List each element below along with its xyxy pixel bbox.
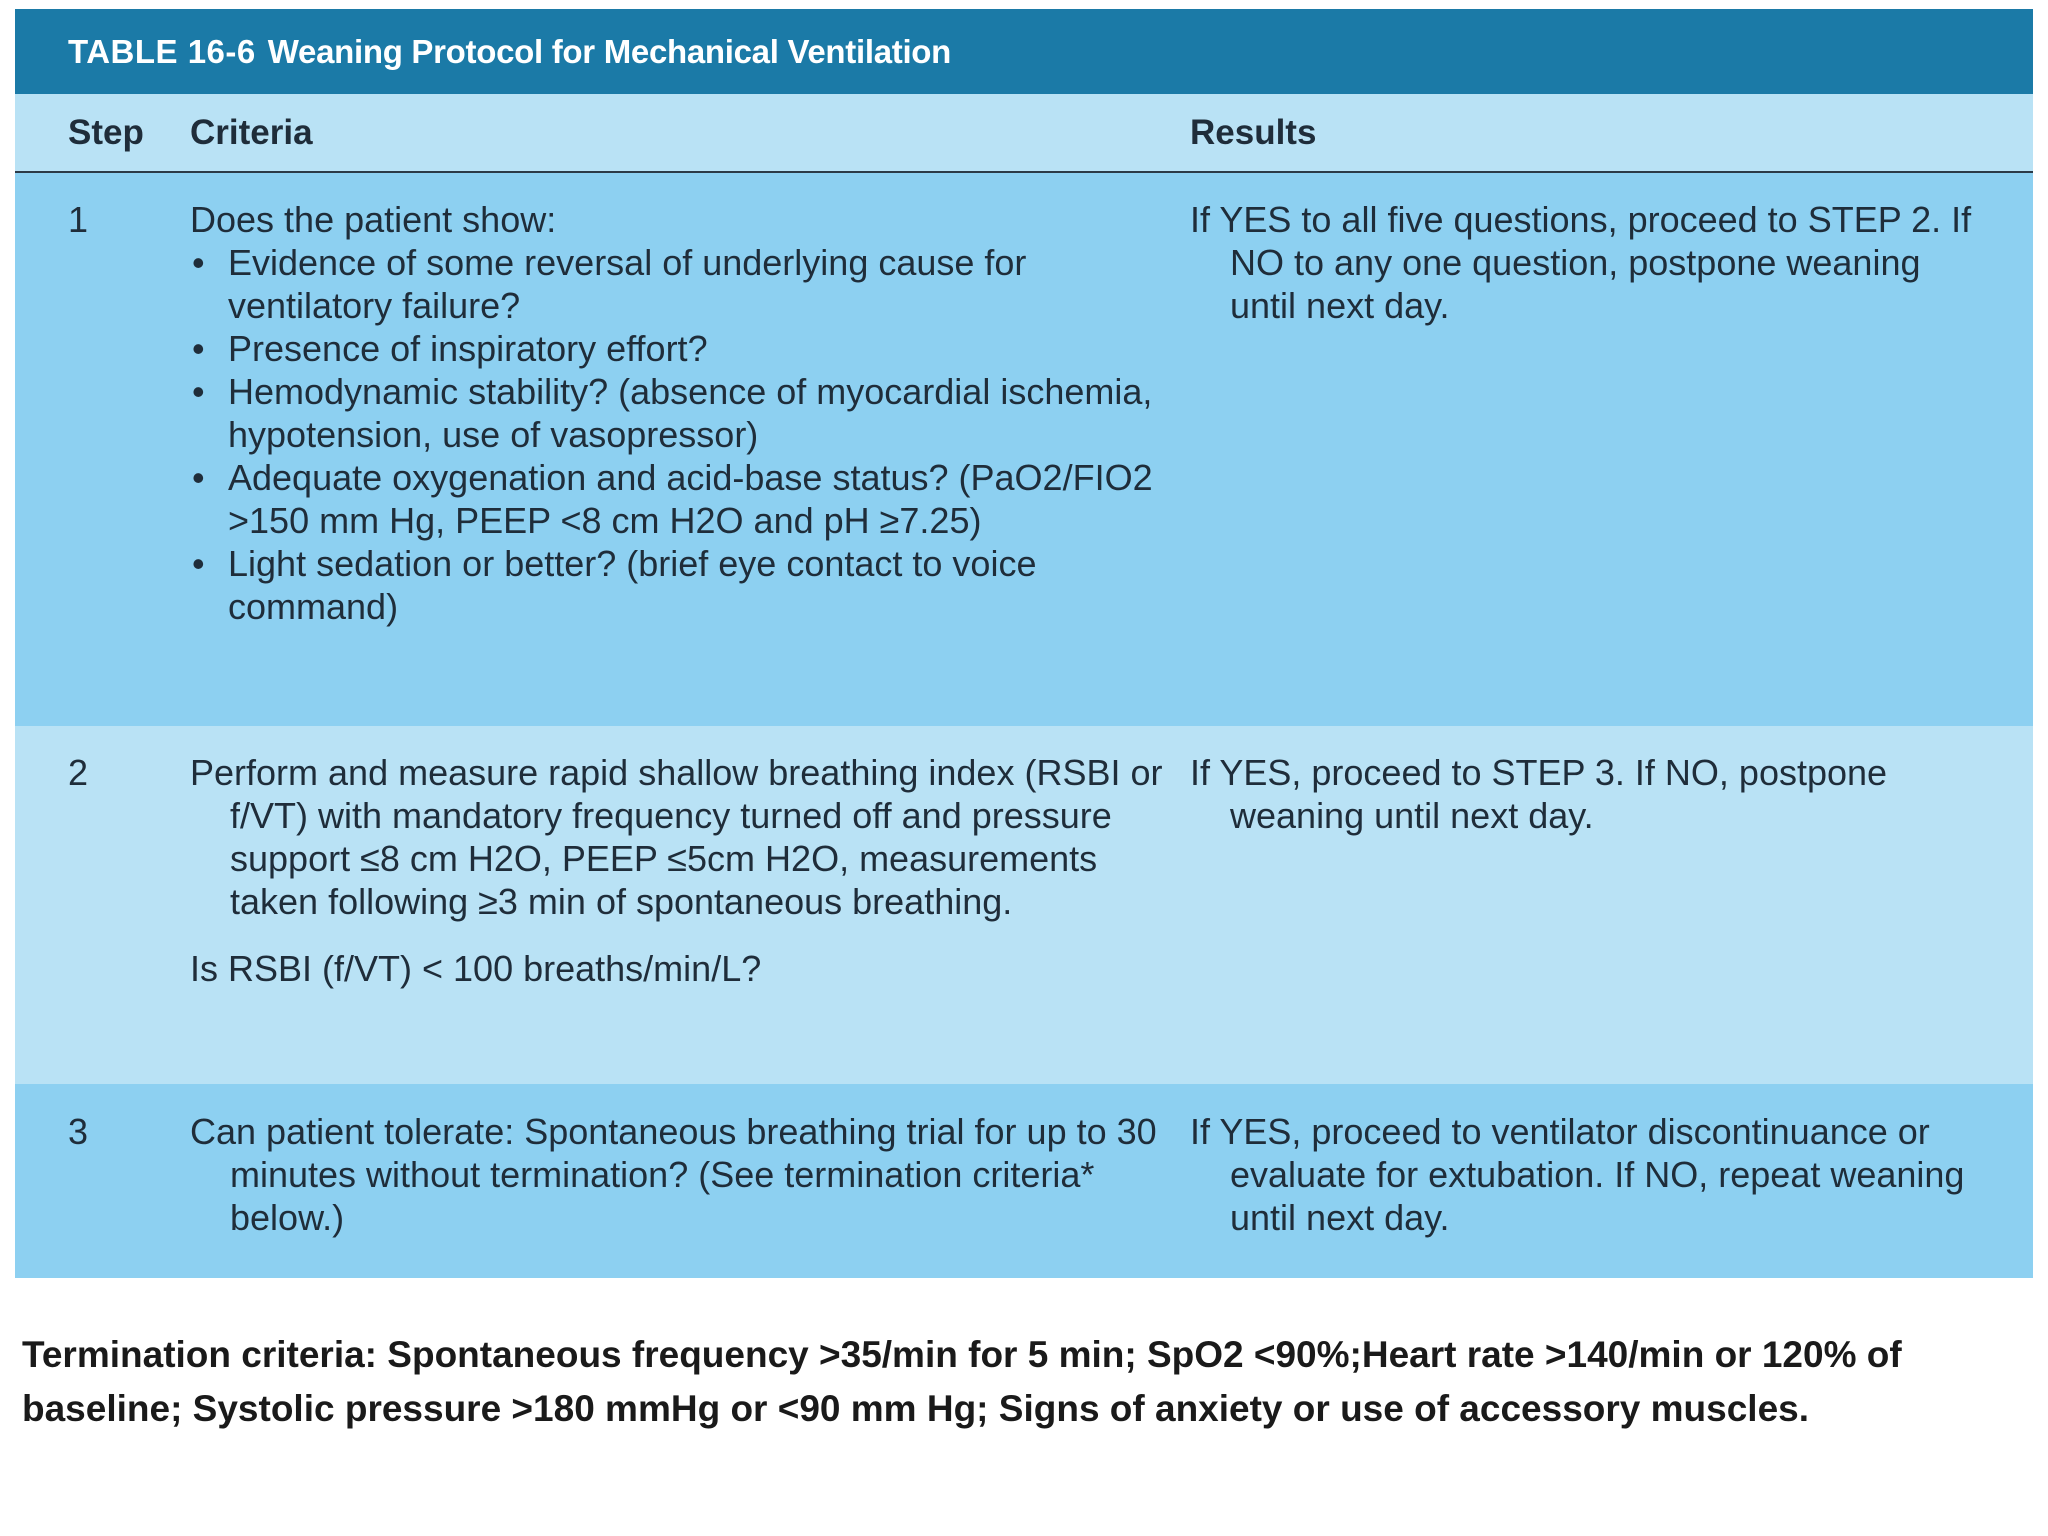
results-cell: If YES, proceed to ventilator discontinuance or evaluate for extubation. If NO, repeat weaning until next day.: [1190, 1111, 1965, 1238]
criteria-question: Is RSBI (f/VT) < 100 breaths/min/L?: [190, 948, 762, 989]
list-item: • Presence of inspiratory effort?: [190, 327, 1190, 370]
weaning-protocol-table: [15, 9, 2033, 1278]
table-title: Weaning Protocol for Mechanical Ventilation: [267, 32, 952, 70]
termination-criteria-note: Termination criteria: Spontaneous frequency >35/min for 5 min; SpO2 <90%;Heart rate >140/min or 120% of baseline; Systolic pressure >180 mmHg or <90 mm Hg; Signs of anxiety or use of accessory muscles.: [22, 1334, 1902, 1429]
criteria-cell: Can patient tolerate: Spontaneous breathing trial for up to 30 minutes without termination? (See termination criteria* below.): [190, 1111, 1157, 1238]
criteria-text: Perform and measure rapid shallow breathing index (RSBI or f/VT) with mandatory frequency turned off and pressure support ≤8 cm H2O, PEEP ≤5cm H2O, measurements taken following ≥3 min of spontaneous breathing.: [190, 752, 1163, 922]
list-item: • Evidence of some reversal of underlying cause for ventilatory failure?: [190, 241, 1190, 327]
step-number: 2: [68, 752, 89, 793]
list-item: • Light sedation or better? (brief eye contact to voice command): [190, 542, 1190, 628]
table-row: [15, 173, 2033, 726]
table-header-row: [15, 94, 2033, 173]
list-item: • Adequate oxygenation and acid-base status? (PaO2/FIO2 >150 mm Hg, PEEP <8 cm H2O and pH ≥7.25): [190, 456, 1190, 542]
header-criteria: Criteria: [190, 112, 313, 152]
results-cell: If YES to all five questions, proceed to STEP 2. If NO to any one question, postpone weaning until next day.: [1190, 199, 1972, 326]
table-title-bar: [15, 9, 2033, 94]
header-step: Step: [68, 112, 144, 152]
step-number: 3: [68, 1111, 89, 1152]
step-number: 1: [68, 199, 89, 240]
table-row: [15, 726, 2033, 1084]
list-item: • Hemodynamic stability? (absence of myocardial ischemia, hypotension, use of vasopressor): [190, 370, 1190, 456]
table-row: [15, 1084, 2033, 1278]
header-results: Results: [1190, 112, 1317, 152]
criteria-intro: Does the patient show:: [190, 199, 557, 240]
criteria-list: [190, 241, 1190, 628]
criteria-cell: [190, 198, 1190, 716]
criteria-cell: [190, 751, 1190, 1084]
results-cell: If YES, proceed to STEP 3. If NO, postpone weaning until next day.: [1190, 752, 1888, 836]
table-number: TABLE 16-6: [68, 32, 256, 70]
